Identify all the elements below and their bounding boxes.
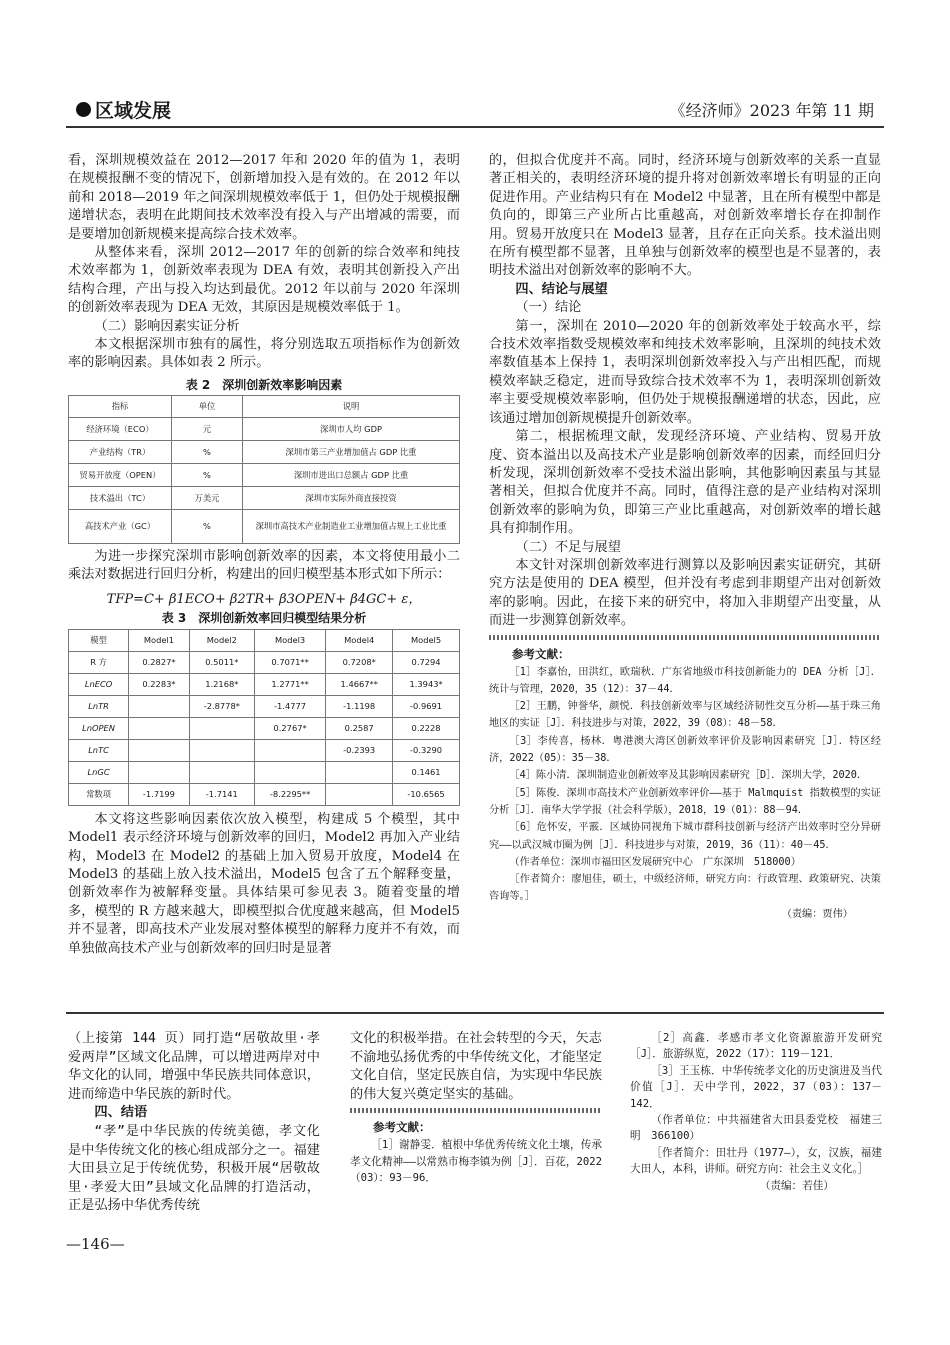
table-cell: -2.8778* <box>189 695 254 717</box>
table-cell: 高技术产业（GC） <box>69 509 172 543</box>
table-row <box>69 651 460 673</box>
page-number: —146— <box>66 1235 125 1253</box>
table-cell <box>129 695 190 717</box>
paragraph: 文化的积极举措。在社会转型的今天，矢志不渝地弘扬优秀的中华传统文化，才能坚定文化自信，坚定民族自信，为实现中华民族的伟大复兴奠定坚实的基础。 <box>350 1031 602 1102</box>
regression-formula: TFP=C+ β1ECO+ β2TR+ β3OPEN+ β4GC+ ε， <box>106 591 422 607</box>
table2 <box>68 395 460 544</box>
reference-item: ［2］高鑫．孝感市孝文化资源旅游开发研究［J］．旅游纵览，2022（17）：119－121． <box>630 1032 882 1061</box>
reference-item: ［5］陈俊．深圳市高技术产业创新效率评价——基于 Malmquist 指数模型的实证分析［J］．南华大学学报（社会科学版），2018，19（01）：88－94． <box>489 787 881 816</box>
reference-item: ［3］李传喜，杨林．粤港澳大湾区创新效率评价及影响因素研究［J］．特区经济，2022（05）：35－38． <box>489 735 881 765</box>
author-bio: ［作者简介：田壮丹（1977—），女，汉族，福建大田人，本科，讲师。研究方向：社会主义文化。］ <box>630 1146 882 1176</box>
table-cell: -1.7141 <box>189 783 254 805</box>
paragraph: （上接第 144 页）同打造“居敬故里·孝爱两岸”区域文化品牌，可以增进两岸对中华文化的认同，增强中华民族共同体意识，进而缔造中华民族的新时代。 <box>68 1031 320 1102</box>
header-rule <box>66 126 884 128</box>
table3-header: Model5 <box>393 629 460 651</box>
table-cell: -8.2295** <box>254 783 325 805</box>
journal-title: 《经济师》2023 年第 11 期 <box>669 101 874 120</box>
left-column <box>68 152 460 958</box>
table-cell: 0.2283* <box>129 673 190 695</box>
table-cell: 0.1461 <box>393 761 460 783</box>
table-cell: R 方 <box>69 651 129 673</box>
table-cell: 深圳市第三产业增加值占 GDP 比重 <box>243 440 460 463</box>
author-bio: ［作者简介：廖旭佳，硕士，中级经济师，研究方向：行政管理、政策研究、决策咨询等。］ <box>489 874 881 903</box>
paragraph: “孝”是中华民族的传统美德，孝文化是中华传统文化的核心组成部分之一。福建大田县立足于传统优势，积极开展“居敬故里·孝爱大田”县域文化品牌的打造活动，正是弘扬中华优秀传统 <box>68 1123 320 1214</box>
table-cell: 产业结构（TR） <box>69 440 172 463</box>
table-cell: % <box>172 463 243 486</box>
table-row <box>69 673 460 695</box>
table-cell <box>189 761 254 783</box>
table-row <box>69 440 460 463</box>
section-header <box>76 96 171 123</box>
table3-header: Model3 <box>254 629 325 651</box>
table-cell: 0.5011* <box>189 651 254 673</box>
table-cell <box>326 783 393 805</box>
references-title: 参考文献： <box>373 1120 431 1135</box>
reference-item: ［1］李嘉怡，田洪红，欧瑞秋．广东省地级市科技创新能力的 DEA 分析［J］．统计与管理，2020，35（12）：37－44． <box>489 666 881 695</box>
section-heading: 四、结论与展望 <box>515 281 608 297</box>
bottom-column-2 <box>350 1030 602 1187</box>
table-cell <box>254 739 325 761</box>
reference-item: ［4］陈小清．深圳制造业创新效率及其影响因素研究［D］．深圳大学，2020． <box>509 770 868 782</box>
paragraph: 的，但拟合优度并不高。同时，经济环境与创新效率的关系一直显著正相关的，表明经济环境的提升将对创新效率增长有明显的正向促进作用。产业结构只有在 Model2 中显著，且在所有模型中都是负向的，即第三产业所占比重越高，对创新效率增长存在抑制作用。贸易开放度只在 Model3 显著，且存在正向关系。技术溢出则在所有模型都不显著，且单独与创新效率的模型也是不显著的，表明技术溢出对创新效率的影响不大。 <box>489 153 881 279</box>
subsection-heading: （一）结论 <box>515 300 582 316</box>
table-cell: -10.6565 <box>393 783 460 805</box>
paragraph: 本文将这些影响因素依次放入模型，构建成 5 个模型，其中 Model1 表示经济环境与创新效率的回归，Model2 再加入产业结构，Model3 在 Model2 的基础上加入贸易开放度，Model4 在 Model3 的基础上放入技术溢出，Model5 包含了五个解释变量，创新效率作为被解释变量。具体结果可参见表 3。随着变量的增多，模型的 R 方越来越大，即模型拟合优度越来越高，但 Model5 并不显著，即高技术产业发展对整体模型的解释力度并不有效，而单独做高技术产业与创新效率的回归时是显著 <box>68 811 460 956</box>
right-column <box>489 152 881 923</box>
table-cell: 0.7294 <box>393 651 460 673</box>
table-cell: 0.2827* <box>129 651 190 673</box>
table-cell: -0.3290 <box>393 739 460 761</box>
table-cell: LnOPEN <box>69 717 129 739</box>
table-cell: 0.2587 <box>326 717 393 739</box>
table2-header: 说明 <box>243 395 460 417</box>
table3-header: 模型 <box>69 629 129 651</box>
reference-item: ［3］王玉栋．中华传统孝文化的历史演进及当代价值［J］．天中学刊，2022，37（03）：137－142． <box>630 1064 882 1110</box>
references-title: 参考文献： <box>512 646 570 661</box>
table-cell: 0.2767* <box>254 717 325 739</box>
table3-header: Model4 <box>326 629 393 651</box>
reference-item: ［2］王鹏，钟誉华，颜悦．科技创新效率与区域经济韧性交互分析——基于珠三角地区的实证［J］．科技进步与对策，2022，39（08）：48－58． <box>489 701 881 730</box>
table-row <box>69 717 460 739</box>
table-row <box>69 739 460 761</box>
table-cell <box>254 761 325 783</box>
table-cell: % <box>172 440 243 463</box>
subsection-heading: （二）不足与展望 <box>515 539 621 555</box>
subsection-heading: （二）影响因素实证分析 <box>94 318 240 334</box>
paragraph: 从整体来看，深圳 2012—2017 年的创新的综合效率和纯技术效率都为 1，创新效率表现为 DEA 有效，表明其创新投入产出结构合理，产出与投入均达到最优。2012 年以前与 2020 年深圳的创新效率表现为 DEA 无效，其原因是规模效率低于 1。 <box>68 245 460 316</box>
table3-header: Model2 <box>189 629 254 651</box>
paragraph: 为进一步探究深圳市影响创新效率的因素，本文将使用最小二乘法对数据进行回归分析，构建出的回归模型基本形式如下所示： <box>68 548 460 583</box>
table2-caption: 表 2 深圳创新效率影响因素 <box>185 377 343 392</box>
section-heading: 四、结语 <box>94 1105 148 1121</box>
table-cell: -0.9691 <box>393 695 460 717</box>
reference-item: ［6］危怀安，平霰．区域协同视角下城市群科技创新与经济产出效率时空分异研究——以武汉城市圈为例［J］．科技进步与对策，2019，36（11）：40－45． <box>489 822 881 851</box>
table-cell <box>326 761 393 783</box>
table-cell: 深圳市人均 GDP <box>243 417 460 440</box>
editor-note: （责编：若佳） <box>759 1179 834 1192</box>
table-row <box>69 783 460 805</box>
table-cell: 深圳市高技术产业制造业工业增加值占规上工业比重 <box>243 509 460 543</box>
table-cell: -1.7199 <box>129 783 190 805</box>
table-cell: 经济环境（ECO） <box>69 417 172 440</box>
table-cell: LnTR <box>69 695 129 717</box>
editor-note: （责编：贾伟） <box>781 908 853 920</box>
table-cell <box>129 761 190 783</box>
table-cell: 深圳市实际外商直接投资 <box>243 486 460 509</box>
reference-item: ［1］谢静雯．植根中华优秀传统文化土壤，传承孝文化精神——以常熟市梅李镇为例［J］．百花，2022（03）：93－96． <box>350 1139 602 1185</box>
table-cell: 贸易开放度（OPEN） <box>69 463 172 486</box>
table-cell: 元 <box>172 417 243 440</box>
table-cell <box>189 739 254 761</box>
bullet-dot-icon <box>76 102 91 117</box>
paragraph: 本文根据深圳市独有的属性，将分别选取五项指标作为创新效率的影响因素。具体如表 2 所示。 <box>68 337 460 371</box>
table3-caption: 表 3 深圳创新效率回归模型结果分析 <box>161 610 367 625</box>
paragraph: 第二，根据梳理文献，发现经济环境、产业结构、贸易开放度、资本溢出以及高技术产业是影响创新效率的因素，而经回归分析发现，深圳创新效率不受技术溢出影响，其他影响因素虽与其显著相关，但拟合优度并不高。同时，值得注意的是产业结构对深圳创新效率的影响为负，即第三产业比重越高，对创新效率的增长越具有抑制作用。 <box>489 429 881 537</box>
table-row <box>69 509 460 543</box>
section-title: 区域发展 <box>95 100 172 122</box>
table-cell: LnTC <box>69 739 129 761</box>
bottom-section-rule <box>66 1012 884 1014</box>
table-cell: 万美元 <box>172 486 243 509</box>
table-cell: 1.2168* <box>189 673 254 695</box>
table-cell <box>129 717 190 739</box>
table-row <box>69 417 460 440</box>
table3-header: Model1 <box>129 629 190 651</box>
table2-header: 单位 <box>172 395 243 417</box>
author-affiliation: （作者单位：深圳市福田区发展研究中心 广东深圳 518000） <box>509 856 801 868</box>
paragraph: 第一，深圳在 2010—2020 年的创新效率处于较高水平，综合技术效率指数受规模效率和纯技术效率影响，且深圳的纯技术效率数值基本上保持 1，表明深圳创新效率投入与产出相匹配，而规模效率缺乏稳定，进而导致综合技术效率不为 1，表明深圳创新效率主要受规模效率影响，但仍处于规模报酬递增的状态，因此，应该通过增加创新规模提升创新效率。 <box>489 318 881 426</box>
table-cell: -1.4777 <box>254 695 325 717</box>
bottom-column-3 <box>630 1030 882 1194</box>
table3 <box>68 629 460 806</box>
table-cell: 0.7208* <box>326 651 393 673</box>
wavy-divider <box>350 1108 602 1113</box>
table-cell <box>129 739 190 761</box>
table-cell: LnECO <box>69 673 129 695</box>
table-cell: -0.2393 <box>326 739 393 761</box>
table-cell: -1.1198 <box>326 695 393 717</box>
table-row <box>69 695 460 717</box>
table-cell: % <box>172 509 243 543</box>
table-cell: 1.3943* <box>393 673 460 695</box>
table-row <box>69 486 460 509</box>
paragraph: 看，深圳规模效益在 2012—2017 年和 2020 年的值为 1，表明在规模报酬不变的情况下，创新增加投入是有效的。在 2012 年以前和 2018—2019 年之间深圳规模效率低于 1，但仍处于规模报酬递增状态，表明在此期间技术效率没有投入与产出增减的需要，而是要增加创新规模来提高综合技术效率。 <box>68 153 460 242</box>
table-row <box>69 761 460 783</box>
wavy-divider <box>489 635 881 640</box>
table-row <box>69 463 460 486</box>
bottom-column-1 <box>68 1030 320 1216</box>
table-cell: 常数项 <box>69 783 129 805</box>
table-cell: 1.4667** <box>326 673 393 695</box>
table-cell: 0.2228 <box>393 717 460 739</box>
author-affiliation: （作者单位：中共福建省大田县委党校 福建三明 366100） <box>630 1114 882 1143</box>
table-cell: 1.2771** <box>254 673 325 695</box>
table-cell <box>189 717 254 739</box>
paragraph: 本文针对深圳创新效率进行测算以及影响因素实证研究，其研究方法是使用的 DEA 模型，但并没有考虑到非期望产出对创新效率的影响。因此，在接下来的研究中，将加入非期望产出变量，从而进一步测算创新效率。 <box>489 557 881 629</box>
table-cell: LnGC <box>69 761 129 783</box>
table-cell: 技术溢出（TC） <box>69 486 172 509</box>
table2-header: 指标 <box>69 395 172 417</box>
table-cell: 深圳市进出口总额占 GDP 比重 <box>243 463 460 486</box>
table-cell: 0.7071** <box>254 651 325 673</box>
